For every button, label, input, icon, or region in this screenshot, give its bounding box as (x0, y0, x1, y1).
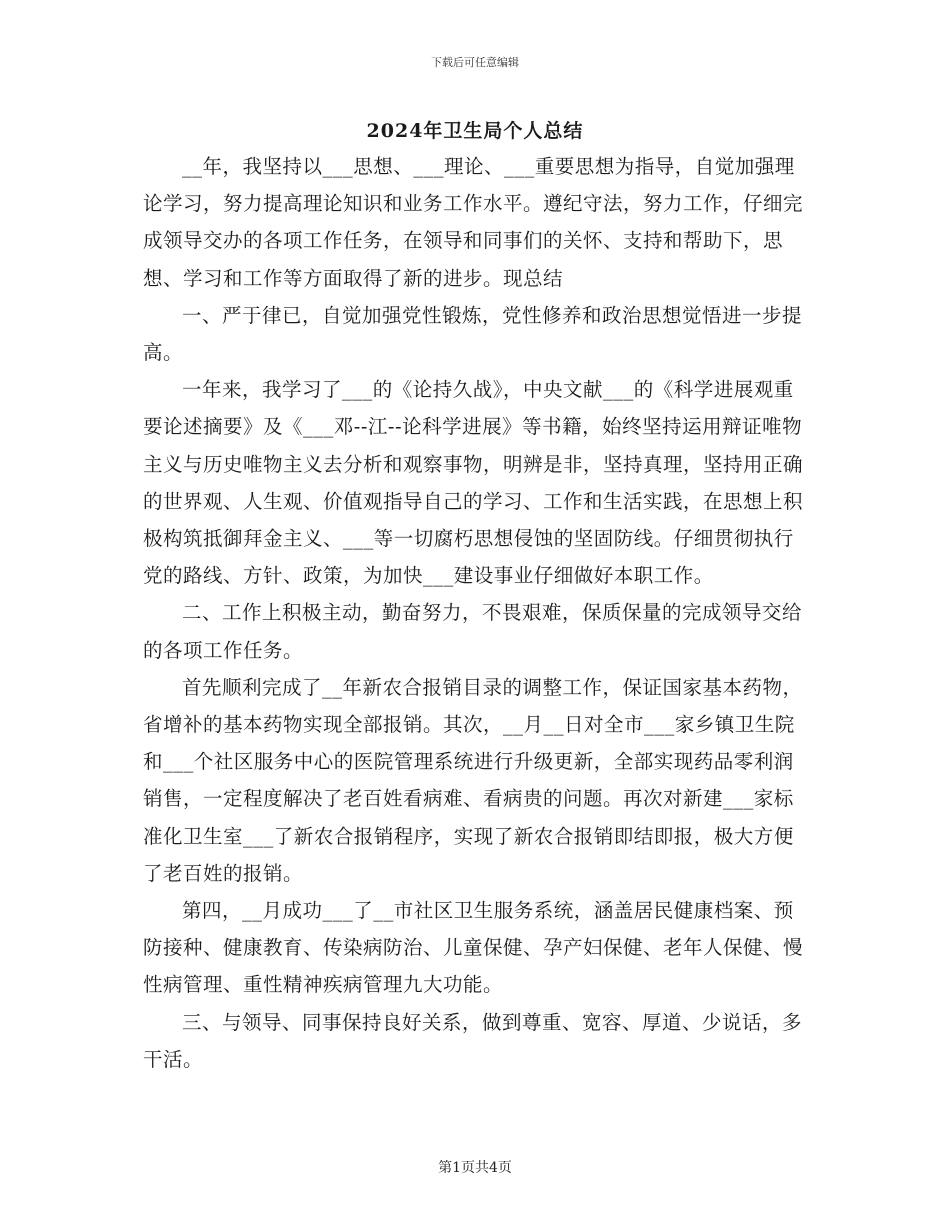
page-number-footer: 第1页共4页 (438, 1160, 512, 1176)
paragraph-section-1-heading: 一、严于律已，自觉加强党性锻炼，党性修养和政治思想觉悟进一步提高。 (143, 303, 803, 365)
paragraph-study: 一年来，我学习了___的《论持久战》，中央文献___的《科学进展观重要论述摘要》及《___邓--江--论科学进展》等书籍，始终坚持运用辩证唯物主义与历史唯物主义去分析和观察事物，明辨是非，坚持真理，坚持用正确的世界观、人生观、价值观指导自己的学习、工作和生活实践，在思想上积极构筑抵御拜金主义、___等一切腐朽思想侵蚀的坚固防线。仔细贯彻执行党的路线、方针、政策，为加快___建设事业仔细做好本职工作。 (143, 378, 804, 588)
paragraph-intro: __年，我坚持以___思想、___理论、___重要思想为指导，自觉加强理论学习，努力提高理论知识和业务工作水平。遵纪守法，努力工作，仔细完成领导交办的各项工作任务，在领导和同事们的关怀、支持和帮助下，思想、学习和工作等方面取得了新的进步。现总结 (143, 155, 804, 290)
paragraph-section-3-heading: 三、与领导、同事保持良好关系，做到尊重、宽容、厚道、少说话，多干活。 (143, 1010, 803, 1071)
paragraph-section-2-heading: 二、工作上积极主动，勤奋努力，不畏艰难，保质保量的完成领导交给的各项工作任务。 (143, 601, 803, 662)
paragraph-fourth-item: 第四，__月成功___了__市社区卫生服务系统，涵盖居民健康档案、预防接种、健康教育、传染病防治、儿童保健、孕产妇保健、老年人保健、慢性病管理、重性精神疾病管理九大功能。 (143, 899, 804, 997)
page-header-note: 下载后可任意编辑 (431, 56, 519, 69)
document-body (143, 148, 813, 1078)
document-title: 2024年卫生局个人总结 (366, 120, 584, 142)
paragraph-work-items: 首先顺利完成了__年新农合报销目录的调整工作，保证国家基本药物，省增补的基本药物实现全部报销。其次，__月__日对全市___家乡镇卫生院和___个社区服务中心的医院管理系统进行升级更新，全部实现药品零利润销售，一定程度解决了老百姓看病难、看病贵的问题。再次对新建___家标准化卫生室___了新农合报销程序，实现了新农合报销即结即报，极大方便了老百姓的报销。 (143, 675, 803, 885)
